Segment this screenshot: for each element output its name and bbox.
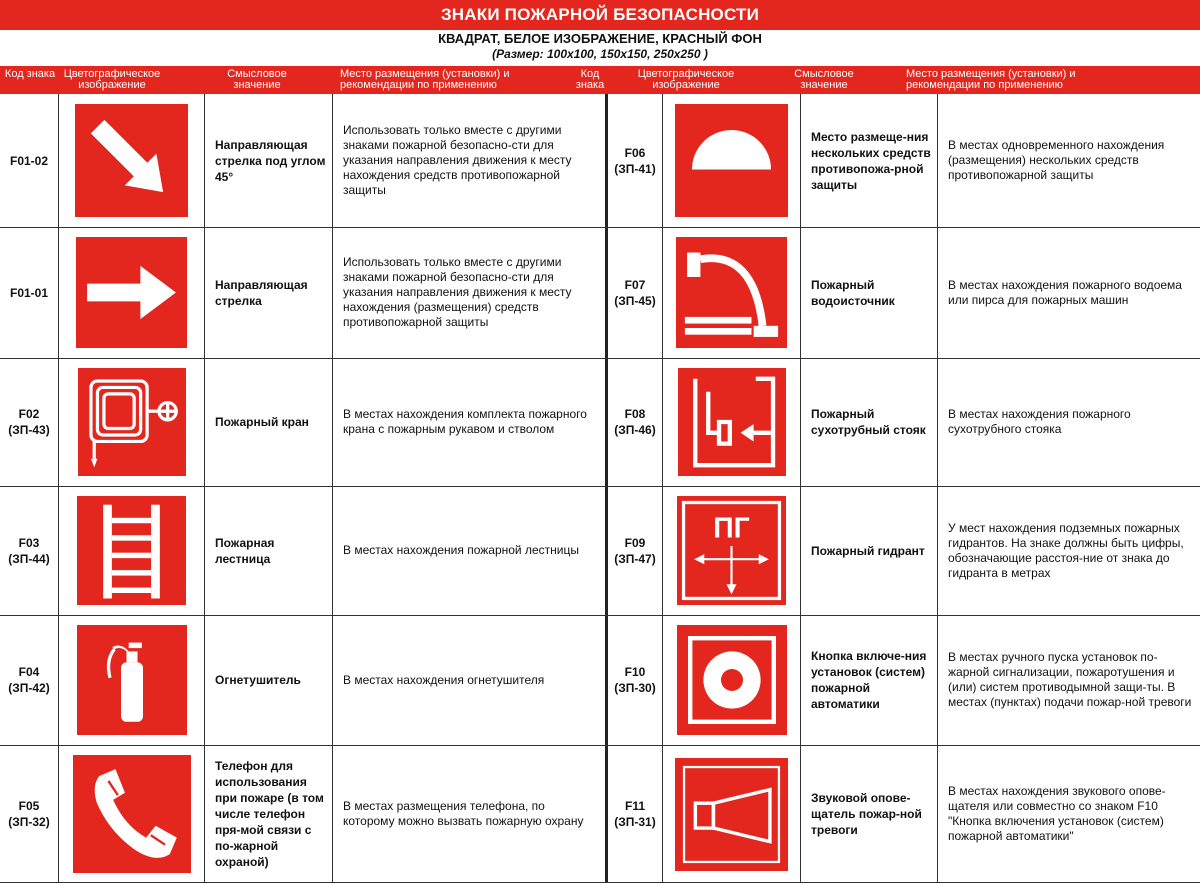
right-sign-meaning: Кнопка включе-ния установок (систем) пожарной автоматики: [811, 649, 927, 711]
header-code: Код знака: [4, 68, 56, 80]
fire-ladder-icon: [77, 496, 186, 605]
right-sign-description: В местах нахождения пожарного водоема или пирса для пожарных машин: [948, 277, 1182, 307]
left-sign-meaning: Пожарная лестница: [215, 535, 275, 566]
left-sign-meaning: Направляющая стрелка: [215, 277, 308, 308]
dry-riser-icon: [678, 368, 786, 476]
left-sign-code: F01-01: [9, 285, 49, 300]
right-sign-description: У мест нахождения подземных пожарных гидрантов. На знаке должны быть цифры, обозначающие расстоя-ние от знака до гидранта в метрах: [948, 520, 1184, 580]
right-sign-code: F10 (ЗП-30): [614, 665, 656, 695]
svg-text:ПГ: ПГ: [713, 512, 750, 545]
right-sign-description: В местах нахождения звукового опове-щателя или совместно со знаком F10 "Кнопка включения установок (систем) пожарной автоматики": [948, 784, 1166, 843]
left-sign-description: В местах нахождения комплекта пожарного крана с пожарным рукавом и стволом: [343, 407, 587, 436]
right-sign-description: В местах нахождения пожарного сухотрубного стояка: [948, 407, 1131, 436]
left-sign-meaning: Огнетушитель: [215, 673, 301, 687]
row-divider: [0, 615, 1200, 616]
left-sign-description: Использовать только вместе с другими знаками пожарной безопасно-сти для указания направления движения к месту нахождения (размещения) средств противопожарной защиты: [343, 255, 572, 329]
right-sign-description: В местах одновременного нахождения (размещения) нескольких средств противопожарной защиты: [948, 138, 1165, 182]
left-sign-meaning: Пожарный кран: [215, 415, 309, 429]
arrow-diagonal-icon: [75, 104, 188, 217]
page-subtitle: КВАДРАТ, БЕЛОЕ ИЗОБРАЖЕНИЕ, КРАСНЫЙ ФОН: [438, 31, 762, 46]
fire-extinguisher-icon: [77, 625, 187, 735]
right-sign-meaning: Пожарный водоисточник: [811, 277, 895, 308]
left-sign-code: F02 (ЗП-43): [8, 407, 50, 437]
page-title: ЗНАКИ ПОЖАРНОЙ БЕЗОПАСНОСТИ: [0, 0, 1200, 30]
header-meaning: Смысловое значение: [227, 68, 287, 91]
right-sign-meaning: Пожарный сухотрубный стояк: [811, 407, 926, 437]
left-sign-meaning: Направляющая стрелка под углом 45°: [215, 137, 326, 184]
water-source-icon: [676, 237, 787, 348]
left-sign-description: В местах размещения телефона, по которому можно вызвать пожарную охрану: [343, 799, 584, 828]
header-place: Место размещения (установки) и рекомендации по применению: [340, 68, 510, 91]
fire-hose-icon: [78, 368, 186, 476]
left-sign-meaning: Телефон для использования при пожаре (в том числе телефон пря-мой связи с по-жарной охраной): [215, 759, 324, 869]
left-sign-code: F05 (ЗП-32): [8, 799, 50, 829]
column-divider: [204, 94, 205, 883]
left-sign-description: Использовать только вместе с другими знаками пожарной безопасно-сти для указания направления движения к месту нахождения средств противопожарной защиты: [343, 123, 572, 197]
signs-table: [0, 94, 1200, 883]
arrow-right-icon: [76, 237, 187, 348]
right-sign-meaning: Место размеще-ния нескольких средств противопожа-рной защиты: [811, 129, 931, 192]
column-divider: [800, 94, 801, 883]
header-code-right: Код знака: [575, 68, 605, 91]
alarm-button-icon: [677, 625, 787, 735]
header-place-right: Место размещения (установки) и рекомендации по применению: [906, 68, 1076, 91]
column-divider: [937, 94, 938, 883]
right-sign-meaning: Звуковой опове-щатель пожар-ной тревоги: [811, 791, 922, 837]
header-image-right: Цветографическое изображение: [637, 68, 735, 91]
header-image: Цветографическое изображение: [63, 68, 161, 91]
header-meaning-right: Смысловое значение: [794, 68, 854, 91]
siren-icon: [675, 758, 788, 871]
telephone-icon: [73, 755, 191, 873]
right-sign-code: F09 (ЗП-47): [614, 535, 656, 566]
left-sign-code: F01-02: [9, 153, 49, 168]
right-sign-code: F07 (ЗП-45): [614, 277, 656, 308]
right-sign-meaning: Пожарный гидрант: [811, 543, 925, 558]
row-divider: [0, 227, 1200, 228]
left-sign-description: В местах нахождения пожарной лестницы: [343, 543, 579, 557]
row-divider: [0, 745, 1200, 746]
right-sign-code: F06 (ЗП-41): [614, 145, 656, 176]
row-divider: [0, 358, 1200, 359]
half-circle-icon: [675, 104, 788, 217]
right-sign-code: F11 (ЗП-31): [614, 799, 656, 829]
left-sign-description: В местах нахождения огнетушителя: [343, 672, 545, 687]
column-divider: [332, 94, 333, 883]
right-sign-code: F08 (ЗП-46): [614, 407, 656, 437]
table-header: [0, 66, 1200, 94]
row-divider: [0, 486, 1200, 487]
column-divider: [58, 94, 59, 883]
left-sign-code: F03 (ЗП-44): [8, 535, 50, 566]
size-note: (Размер: 100x100, 150x150, 250x250 ): [492, 47, 708, 61]
fire-hydrant-icon: [677, 496, 786, 605]
column-divider: [662, 94, 663, 883]
left-sign-code: F04 (ЗП-42): [8, 665, 50, 695]
right-sign-description: В местах ручного пуска установок по-жарной сигнализации, пожаротушения и (или) систем противодымной защи-ты. В местах (пунктах) подачи пожар-ной тревоги: [948, 650, 1192, 709]
